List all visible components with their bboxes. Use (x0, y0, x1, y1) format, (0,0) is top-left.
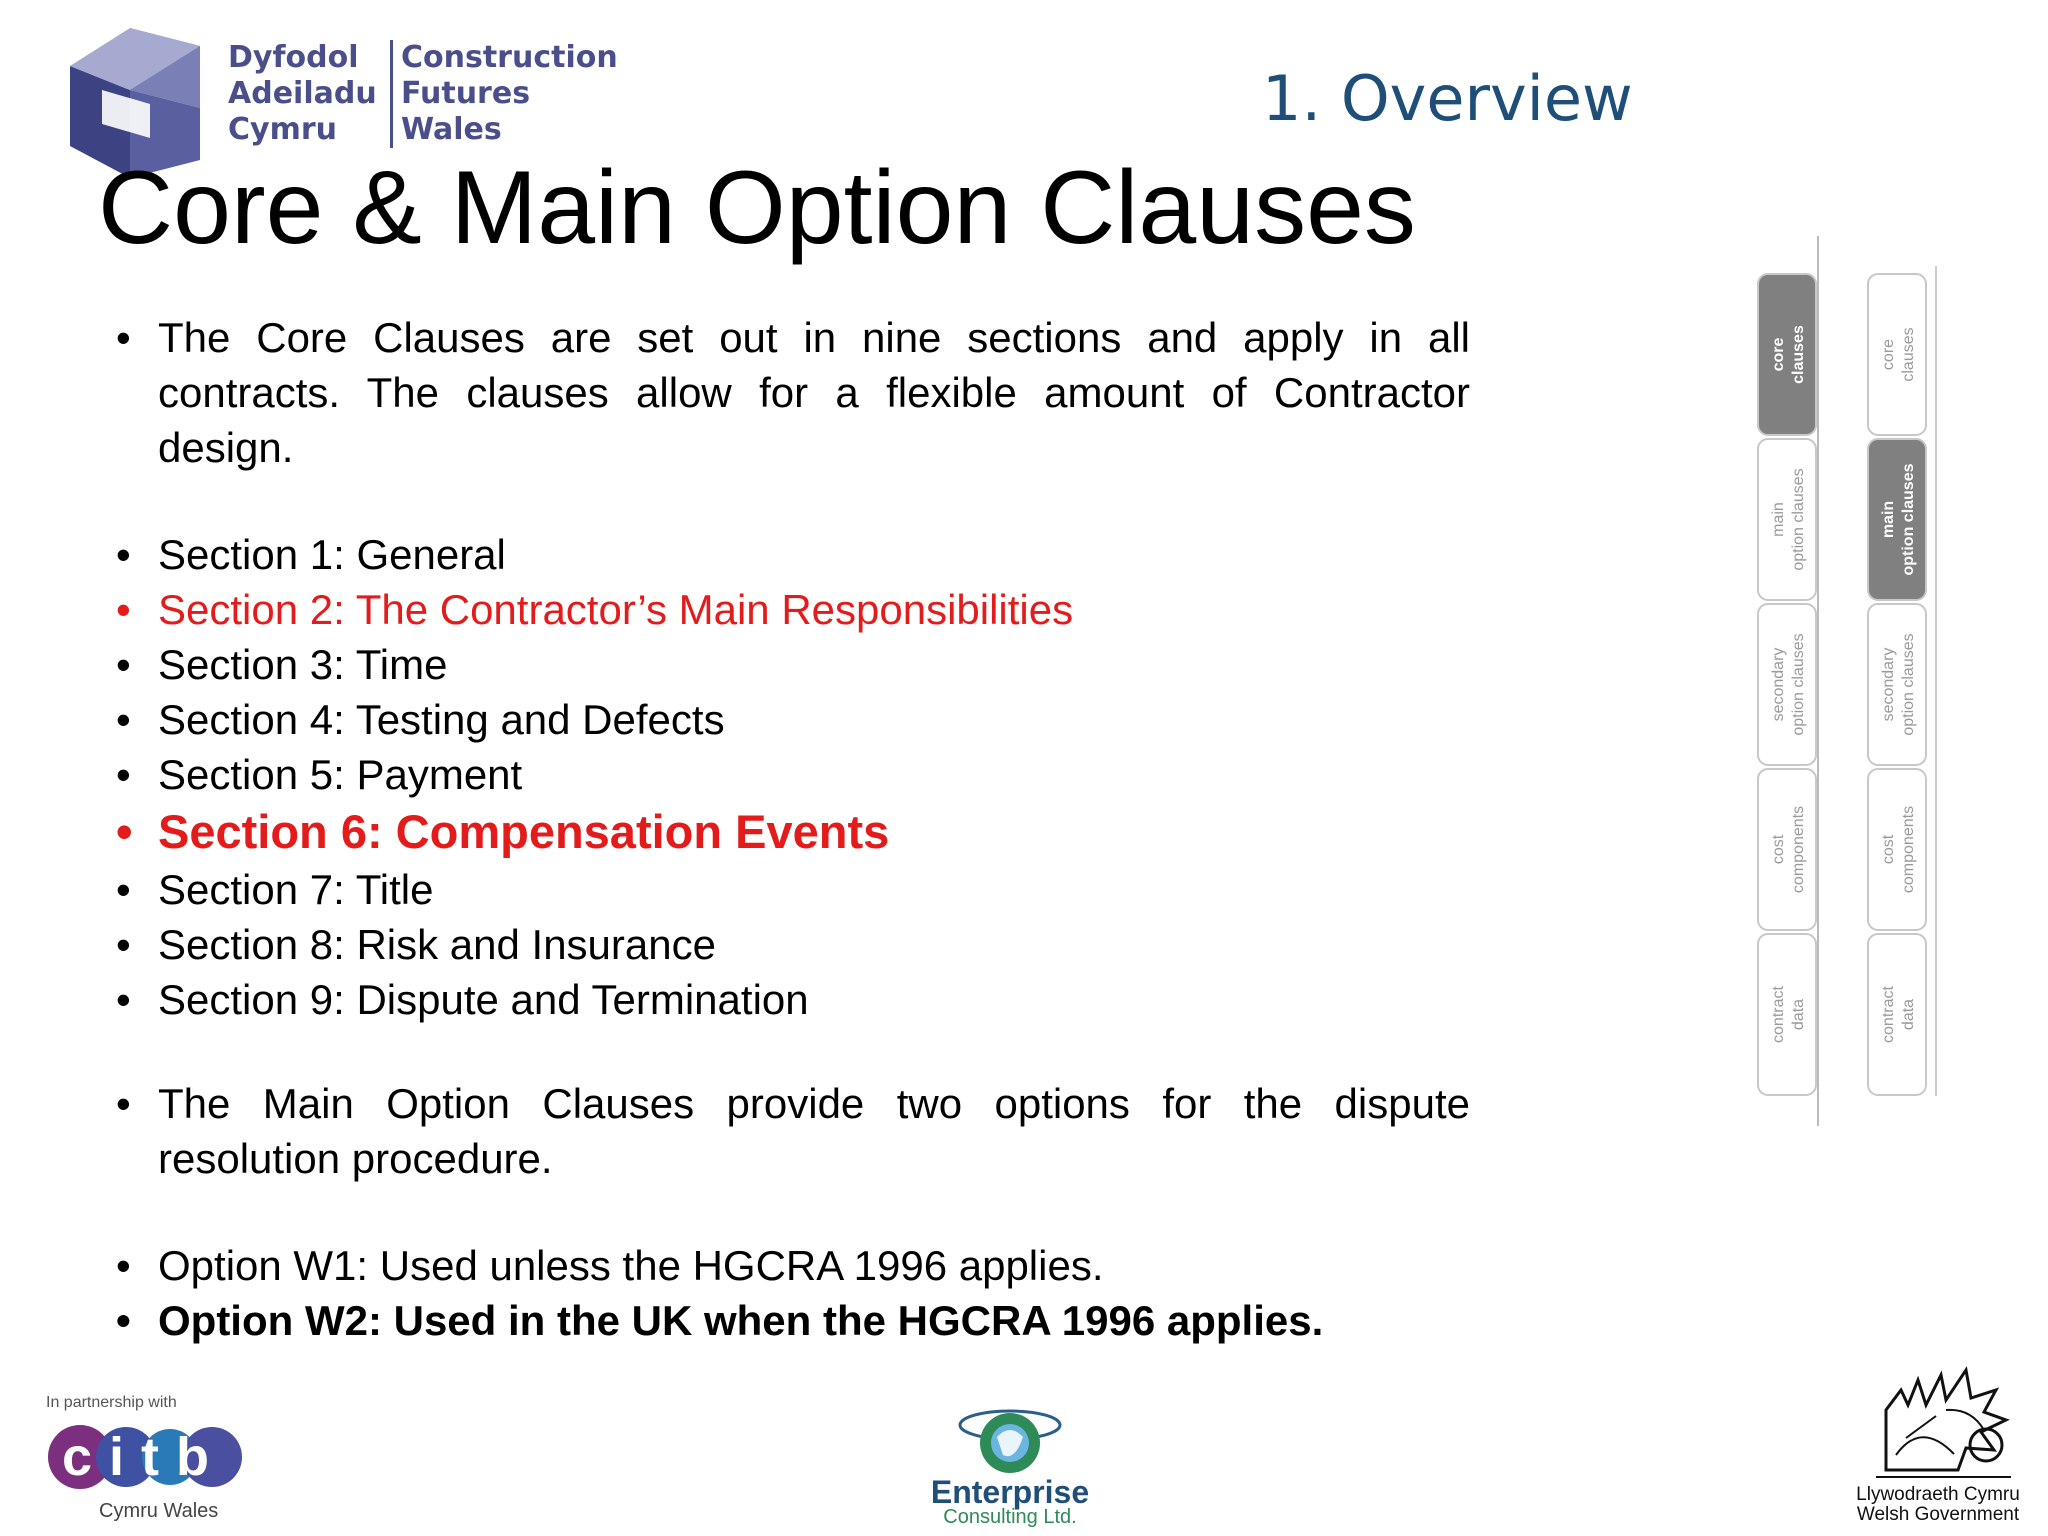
tab-shape (1758, 604, 1816, 765)
citb-wordmark: citb (62, 1427, 227, 1487)
tab-label: cost (1880, 834, 1897, 865)
logo-english-line: Futures (401, 76, 531, 111)
tab-label: components (1790, 805, 1807, 894)
tab-label: data (1900, 998, 1917, 1031)
tab-label: clauses (1790, 325, 1807, 384)
citb-logo-svg (44, 1390, 254, 1525)
bullet-main-option-clauses: • The Main Option Clauses provide two options for the dispute resolution procedure. (112, 1076, 1470, 1186)
logo-welsh-line: Adeiladu (228, 76, 377, 111)
tab-label: main (1770, 502, 1787, 537)
tab-diagrams-svg (1750, 236, 1948, 1126)
spacer (112, 1027, 1470, 1076)
bullet-list (112, 310, 1470, 1348)
welsh-gov-welsh-name: Llywodraeth Cymru (1856, 1484, 2020, 1505)
bullet-section-8: • Section 8: Risk and Insurance (112, 917, 1470, 972)
bullet-section-4: • Section 4: Testing and Defects (112, 692, 1470, 747)
bullet-option-w2: • Option W2: Used in the UK when the HGCRA 1996 applies. (112, 1293, 1470, 1348)
contract-tab-diagrams (1750, 236, 1948, 1126)
spacer (112, 475, 1470, 527)
bullet-section-9: • Section 9: Dispute and Termination (112, 972, 1470, 1027)
tab-label: option clauses (1900, 633, 1917, 736)
tab-label: main (1880, 500, 1897, 539)
logo-welsh-line: Dyfodol (228, 40, 359, 75)
enterprise-name: Enterprise (930, 1474, 1090, 1510)
tab-shape (1868, 934, 1926, 1095)
tab-label: core (1880, 338, 1897, 371)
section-label: 1. Overview (1262, 62, 1633, 135)
spacer (112, 1186, 1470, 1238)
bullet-option-w1: • Option W1: Used unless the HGCRA 1996 applies. (112, 1238, 1470, 1293)
logo-english-line: Construction (401, 40, 618, 75)
enterprise-consulting-logo (915, 1403, 1105, 1528)
bullet-core-clauses: • The Core Clauses are set out in nine sections and apply in all contracts. The clauses allow for a flexible amount of Contractor design. (112, 310, 1470, 475)
bullet-section-7: • Section 7: Title (112, 862, 1470, 917)
tab-label: option clauses (1790, 468, 1807, 571)
tab-label: contract (1770, 986, 1787, 1043)
tab-label: secondary (1880, 647, 1897, 722)
logo-english-text (390, 40, 618, 148)
tab-shape (1868, 769, 1926, 930)
tab-shape (1868, 274, 1926, 435)
slide-title: Core & Main Option Clauses (98, 150, 1416, 266)
tab-shape (1758, 769, 1816, 930)
tab-label: option clauses (1790, 633, 1807, 736)
citb-partnership-text: In partnership with (46, 1394, 177, 1411)
welsh-dragon-icon (1846, 1350, 2026, 1525)
logo-welsh-text (228, 40, 377, 148)
citb-logo (44, 1390, 254, 1525)
tab-shape (1868, 439, 1926, 600)
bullet-section-5: • Section 5: Payment (112, 747, 1470, 802)
tab-label: cost (1770, 834, 1787, 865)
bullet-section-3: • Section 3: Time (112, 637, 1470, 692)
tab-shape (1868, 604, 1926, 765)
tab-shape (1758, 934, 1816, 1095)
tab-label: contract (1880, 986, 1897, 1043)
tab-label: option clauses (1900, 463, 1917, 576)
tab-shape (1758, 274, 1816, 435)
bullet-section-1: • Section 1: General (112, 527, 1470, 582)
citb-region-text: Cymru Wales (99, 1500, 219, 1522)
tab-label: core (1770, 337, 1787, 372)
welsh-government-logo (1846, 1350, 2026, 1525)
tab-label: data (1790, 998, 1807, 1031)
bullet-section-2: • Section 2: The Contractor’s Main Responsibilities (112, 582, 1470, 637)
welsh-gov-english-name: Welsh Government (1856, 1504, 2020, 1525)
enterprise-subtitle: Consulting Ltd. (943, 1506, 1077, 1528)
tab-shape (1758, 439, 1816, 600)
tab-column-left (1758, 274, 1816, 1095)
enterprise-logo-svg (915, 1403, 1105, 1528)
tab-label: secondary (1770, 647, 1787, 722)
logo-welsh-line: Cymru (228, 112, 337, 147)
tab-column-right (1868, 274, 1926, 1095)
bullet-section-6: • Section 6: Compensation Events (112, 802, 1470, 862)
tab-label: clauses (1900, 327, 1917, 382)
logo-english-line: Wales (401, 112, 502, 147)
tab-label: components (1900, 805, 1917, 894)
